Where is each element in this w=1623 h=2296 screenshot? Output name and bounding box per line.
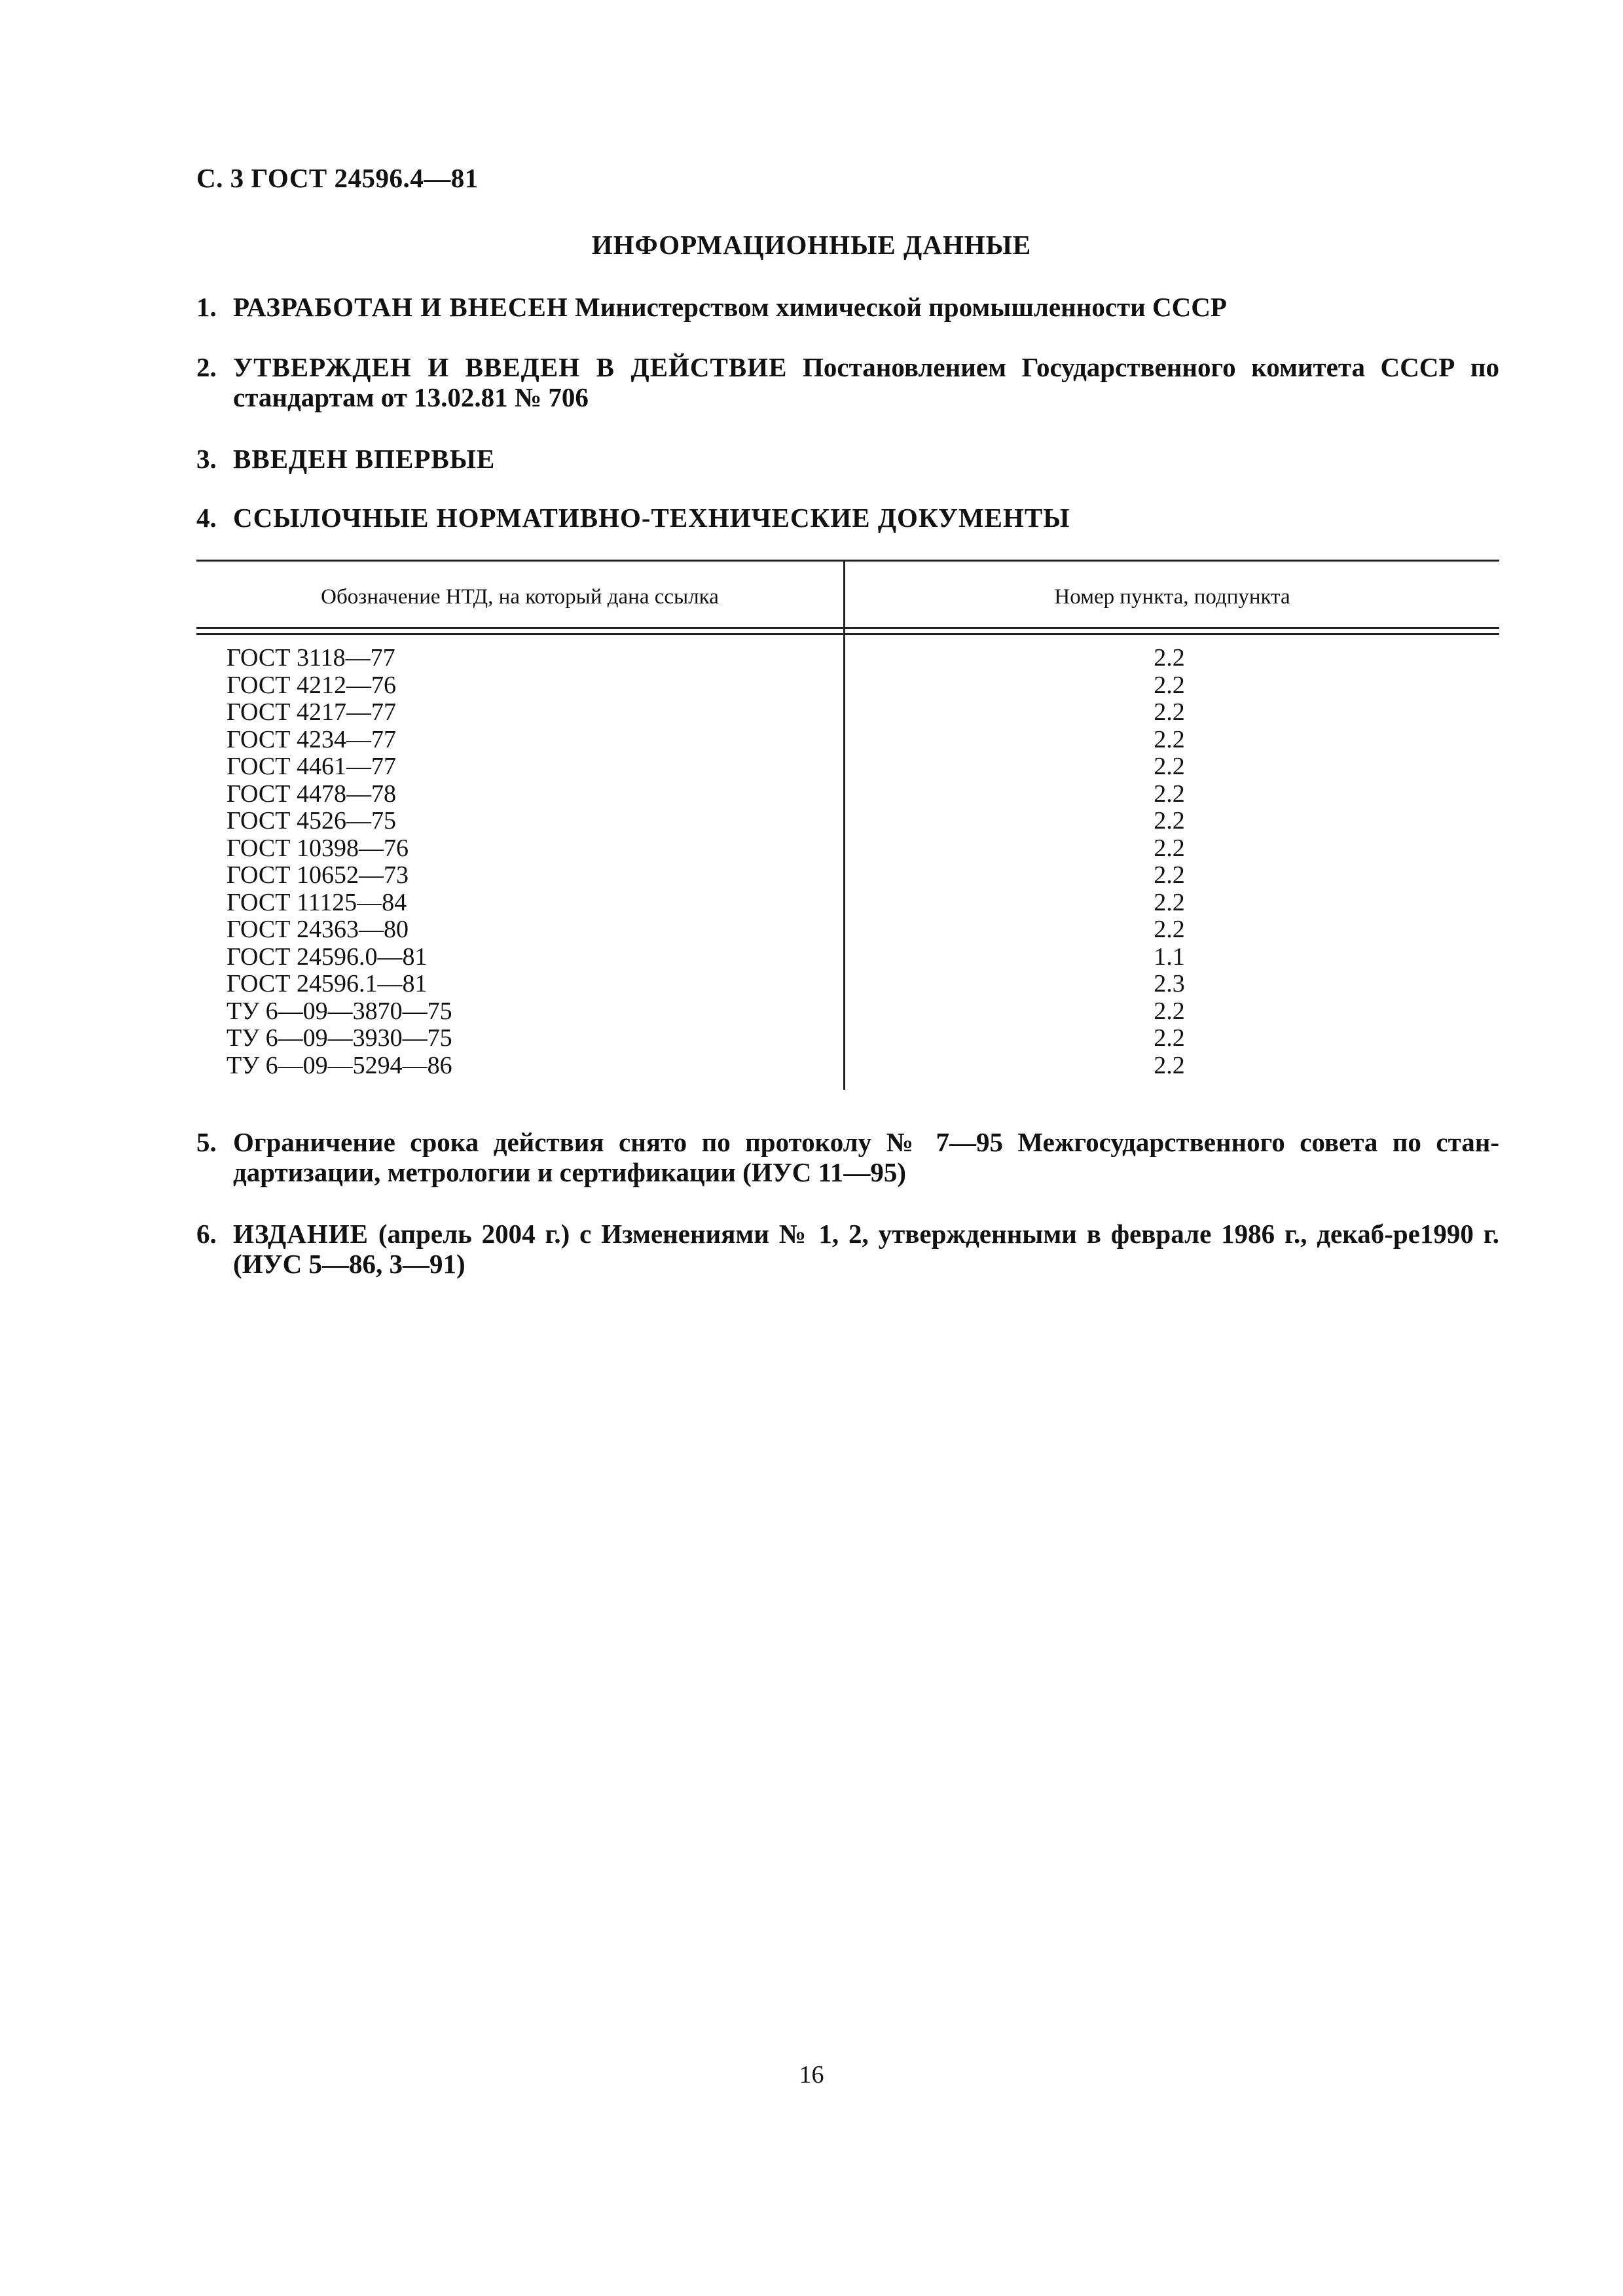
table-cell-clause: 2.2: [1154, 753, 1185, 780]
table-cell-clause: 1.1: [1154, 942, 1185, 971]
table-cell-document: ГОСТ 4217—77: [227, 698, 396, 726]
table-cell-clause: 2.2: [1154, 807, 1185, 834]
table-cell-clause: 2.2: [1154, 671, 1185, 699]
info-item-3: [196, 444, 1499, 474]
table-cell-clause: 2.2: [1154, 1024, 1185, 1052]
table-cell-document: ГОСТ 11125—84: [227, 888, 407, 916]
item-number: 2.: [196, 352, 217, 382]
info-item-2: [196, 352, 1499, 412]
table-cell-document: ГОСТ 4461—77: [227, 753, 396, 780]
table-cell-document: ГОСТ 24596.1—81: [227, 970, 428, 997]
table-cell-document: ГОСТ 24596.0—81: [227, 942, 428, 971]
item-caption: ССЫЛОЧНЫЕ НОРМАТИВНО-ТЕХНИЧЕСКИЕ ДОКУМЕНТЫ: [233, 503, 1070, 533]
page-number: 16: [799, 2061, 824, 2089]
table-cell-document: ГОСТ 10652—73: [227, 861, 409, 889]
table-cell-document: ГОСТ 10398—76: [227, 834, 409, 862]
table-column-clauses: [1113, 645, 1226, 1079]
table-cell-clause: 2.2: [1154, 725, 1185, 753]
item-caption: ВВЕДЕН ВПЕРВЫЕ: [233, 444, 496, 474]
table-cell-clause: 2.2: [1154, 834, 1185, 862]
table-cell-clause: 2.2: [1154, 861, 1185, 889]
item-caption: УТВЕРЖДЕН И ВВЕДЕН В ДЕЙСТВИЕ: [233, 352, 788, 382]
table-cell-clause: 2.2: [1154, 698, 1185, 726]
table-cell-clause: 2.2: [1154, 916, 1185, 943]
info-item-5: [196, 1127, 1499, 1187]
table-cell-clause: 2.2: [1154, 644, 1185, 672]
table-cell-document: ТУ 6—09—5294—86: [227, 1051, 452, 1079]
table-cell-document: ГОСТ 24363—80: [227, 916, 409, 943]
item-text: Министерством химической промышленности СССР: [568, 292, 1227, 322]
table-cell-document: ГОСТ 4526—75: [227, 807, 396, 834]
table-header-document: Обозначение НТД, на который дана ссылка: [321, 585, 719, 609]
table-header-rule: [196, 627, 1499, 635]
item-number: 3.: [196, 444, 217, 474]
item-number: 5.: [196, 1127, 217, 1157]
item-caption: ИЗДАНИЕ: [233, 1219, 369, 1249]
table-cell-clause: 2.2: [1154, 997, 1185, 1025]
page-header: С. 3 ГОСТ 24596.4—81: [196, 163, 479, 193]
table-cell-clause: 2.2: [1154, 780, 1185, 808]
table-column-documents: [227, 645, 452, 1079]
table-column-divider: [843, 560, 845, 1090]
table-cell-document: ГОСТ 4212—76: [227, 671, 396, 699]
item-text: (апрель 2004 г.) с Изменениями № 1, 2, утвержденными в феврале 1986 г., декаб-ре1990 г. (ИУС 5—86, 3—91): [233, 1219, 1499, 1279]
table-top-rule: [196, 560, 1499, 562]
table-cell-clause: 2.2: [1154, 888, 1185, 916]
table-cell-document: ГОСТ 4234—77: [227, 725, 396, 753]
item-number: 1.: [196, 292, 217, 322]
item-text: Ограничение срока действия снято по протоколу № 7—95 Межгосударственного совета по стан-дартизации, метрологии и сертификации (ИУС 11—95): [233, 1127, 1499, 1187]
info-item-1: [196, 292, 1499, 322]
table-cell-clause: 2.2: [1154, 1051, 1185, 1079]
item-caption: РАЗРАБОТАН И ВНЕСЕН: [233, 292, 568, 322]
table-cell-document: ГОСТ 4478—78: [227, 780, 396, 808]
table-header-clause: Номер пункта, подпункта: [1054, 585, 1290, 609]
info-item-4: [196, 503, 1499, 533]
table-cell-document: ТУ 6—09—3870—75: [227, 997, 452, 1025]
info-item-6: [196, 1219, 1499, 1279]
table-cell-clause: 2.3: [1154, 970, 1185, 997]
table-cell-document: ТУ 6—09—3930—75: [227, 1024, 452, 1052]
item-number: 4.: [196, 503, 217, 533]
item-number: 6.: [196, 1219, 217, 1249]
section-title: ИНФОРМАЦИОННЫЕ ДАННЫЕ: [591, 230, 1032, 260]
item-text: Постановлением Государственного комитета СССР по стандартам от 13.02.81 № 706: [233, 352, 1499, 412]
table-cell-document: ГОСТ 3118—77: [227, 644, 395, 672]
